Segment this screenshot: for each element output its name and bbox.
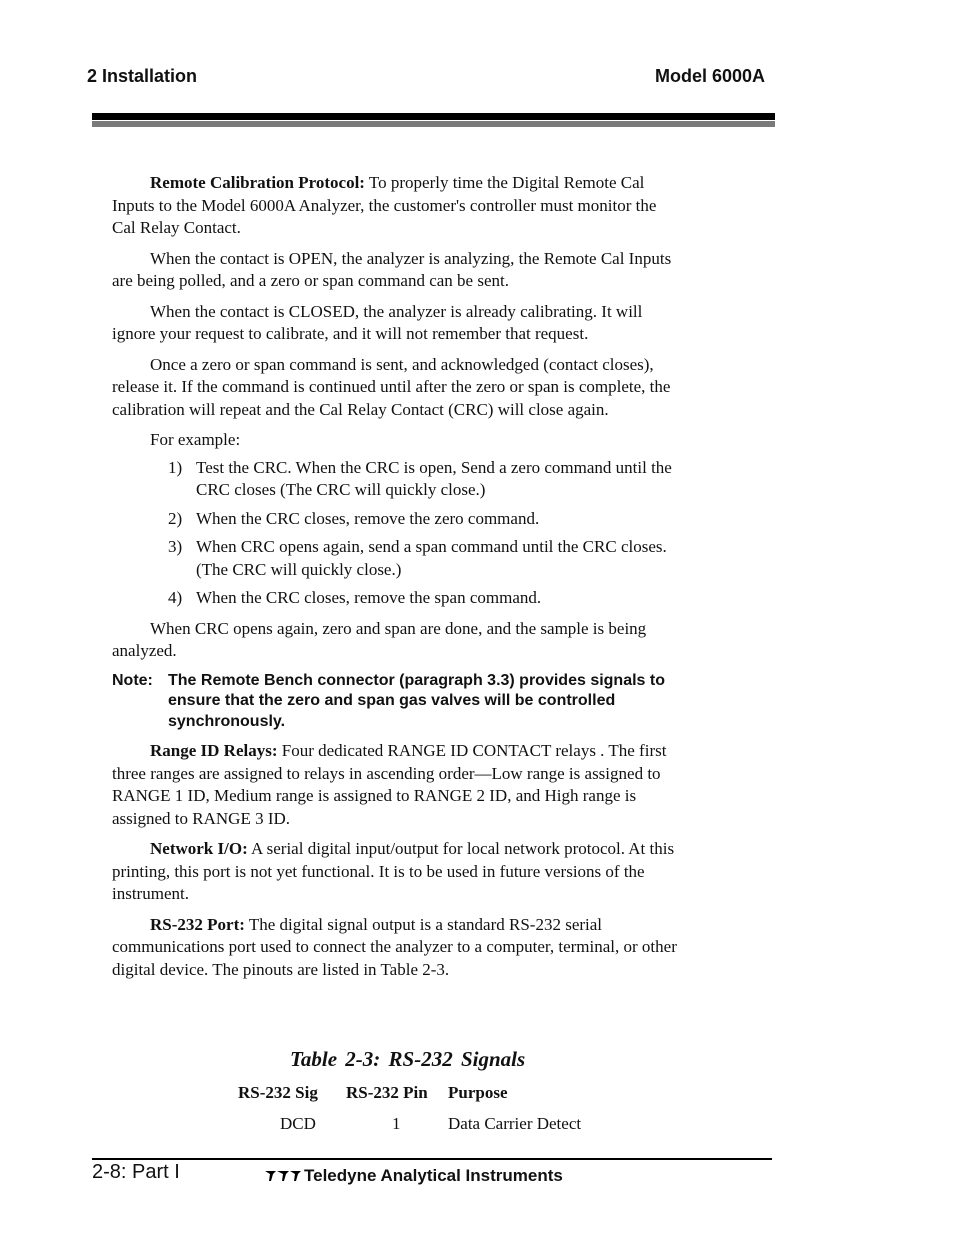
footer-page-number: 2-8: Part I — [92, 1161, 180, 1183]
paragraph-remote-calibration — [112, 172, 682, 240]
heading-network-io: Network I/O: — [150, 839, 248, 858]
paragraph-done: When CRC opens again, zero and span are done, and the sample is being analyzed. — [112, 618, 647, 660]
footer-rule — [92, 1158, 772, 1160]
list-number: 3) — [168, 537, 183, 556]
example-intro: For example: — [150, 430, 241, 449]
table-header-pin: RS-232 Pin — [346, 1083, 428, 1102]
table-caption: Table 2-3: RS-232 Signals — [290, 1047, 526, 1071]
list-item — [112, 536, 682, 581]
paragraph-command-sent: Once a zero or span command is sent, and acknowledged (contact closes), release it. If the command is continued until after the zero or span is complete, the calibration will repeat and the Cal Relay Contact (CRC) will close again. — [112, 354, 671, 419]
header-rule-shadow — [92, 121, 775, 127]
header-section-title: 2 Installation — [87, 66, 198, 86]
paragraph-contact-closed: When the contact is CLOSED, the analyzer is already calibrating. It will ignore your request to calibrate, and it will not remember that request. — [112, 301, 643, 343]
heading-rs232: RS-232 Port: — [150, 914, 245, 934]
paragraph-rs232 — [112, 914, 682, 982]
list-text: When the CRC closes, remove the zero command. — [196, 508, 540, 528]
table-header-sig: RS-232 Sig — [238, 1083, 318, 1102]
list-number: 1) — [168, 457, 183, 477]
paragraph-text: The digital signal output is a standard RS-232 serial communications port used to connect the analyzer to a computer, terminal, or other digital device. The pinouts are listed in Table 2-3. — [112, 914, 677, 979]
note-label: Note: — [112, 671, 153, 689]
table-cell-sig: DCD — [280, 1114, 316, 1133]
note-text: The Remote Bench connector (paragraph 3.3) provides signals to ensure that the zero and span gas valves will be controlled synchronously. — [168, 671, 665, 730]
body-text — [112, 172, 682, 989]
list-number: 2) — [168, 508, 183, 528]
heading-remote-calibration: Remote Calibration Protocol: — [150, 173, 365, 192]
paragraph-text: A serial digital input/output for local network protocol. At this printing, this port is not yet functional. It is to be used in future versions of the instrument. — [112, 839, 675, 903]
footer-company: Teledyne Analytical Instruments — [304, 1166, 563, 1185]
heading-range-id: Range ID Relays: — [150, 741, 278, 760]
list-item — [112, 587, 682, 610]
teledyne-logo-icon — [264, 1168, 302, 1182]
paragraph-text: To properly time the Digital Remote Cal Inputs to the Model 6000A Analyzer, the customer's controller must monitor the Cal Relay Contact. — [112, 173, 657, 237]
table-cell-purpose: Data Carrier Detect — [448, 1114, 582, 1133]
list-item — [112, 457, 682, 502]
paragraph-range-id — [112, 740, 682, 830]
header-rule — [92, 113, 775, 120]
table-cell-pin: 1 — [392, 1114, 401, 1133]
example-steps — [112, 457, 682, 610]
list-item — [112, 508, 682, 531]
table-header-purpose: Purpose — [448, 1083, 508, 1102]
list-text: When the CRC closes, remove the span command. — [196, 588, 542, 607]
paragraph-network-io — [112, 838, 682, 906]
list-text: When CRC opens again, send a span command until the CRC closes. (The CRC will quickly close.) — [196, 537, 667, 579]
note-block — [112, 671, 682, 733]
paragraph-contact-open: When the contact is OPEN, the analyzer is analyzing, the Remote Cal Inputs are being polled, and a zero or span command can be sent. — [112, 248, 672, 290]
paragraph-text: Four dedicated RANGE ID CONTACT relays . The first three ranges are assigned to relays in ascending order—Low range is assigned to RANGE 1 ID, Medium range is assigned to RANGE 2 ID, and High range is assigned to RANGE 3 ID. — [112, 741, 667, 828]
list-text: Test the CRC. When the CRC is open, Send a zero command until the CRC closes (The CRC will quickly close.) — [196, 457, 672, 499]
list-number: 4) — [168, 588, 183, 607]
header-model: Model 6000A — [655, 66, 766, 86]
